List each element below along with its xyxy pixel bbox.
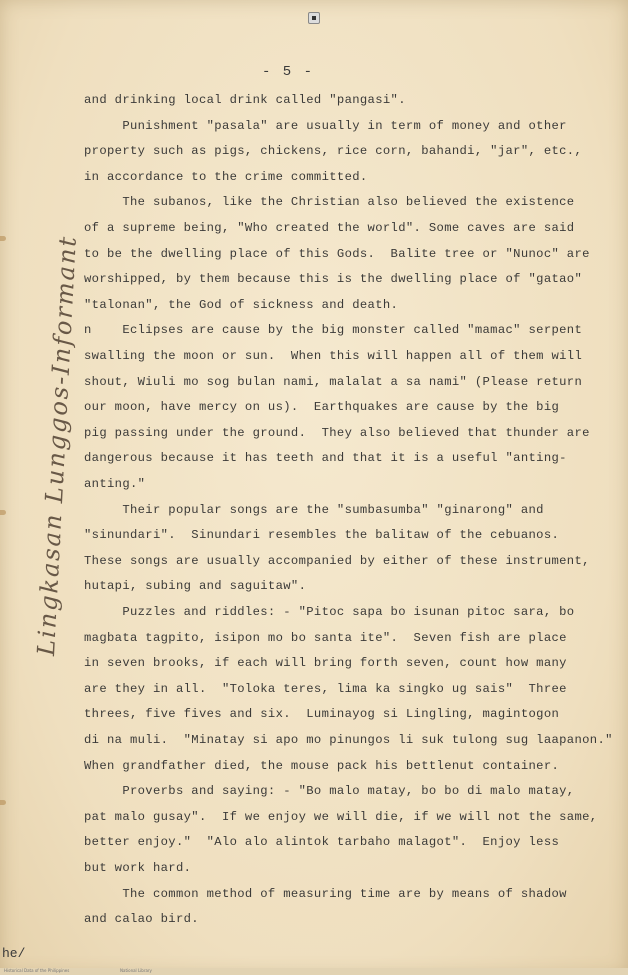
text-line: worshipped, by them because this is the dwelling place of "gatao"	[84, 272, 583, 287]
text-line: "talonan", the God of sickness and death.	[84, 297, 399, 312]
text-line: of a supreme being, "Who created the world". Some caves are said	[84, 221, 575, 235]
text-line: The common method of measuring time are by means of shadow	[84, 886, 567, 901]
text-line: dangerous because it has teeth and that it is a useful "anting-	[84, 451, 567, 466]
text-line: When grandfather died, the mouse pack his bettlenut container.	[84, 758, 560, 773]
text-line: but work hard.	[84, 861, 192, 875]
text-line: magbata tagpito, isipon mo bo santa ite". Seven fish are place	[84, 630, 567, 645]
text-line: anting."	[84, 477, 146, 491]
text-line: in seven brooks, if each will bring forth seven, count how many	[84, 656, 567, 671]
text-line: our moon, have mercy on us). Earthquakes are cause by the big	[84, 400, 560, 415]
text-line: Puzzles and riddles: - "Pitoc sapa bo isunan pitoc sara, bo	[84, 605, 575, 619]
text-line: better enjoy." "Alo alo alintok tarbaho malagot". Enjoy less	[84, 835, 560, 850]
page-number: - 5 -	[262, 64, 315, 80]
text-line: to be the dwelling place of this Gods. Balite tree or "Nunoc" are	[84, 246, 590, 261]
text-line: Punishment "pasala" are usually in term of money and other	[84, 118, 567, 133]
binding-hole-icon	[0, 510, 6, 515]
text-line: pig passing under the ground. They also believed that thunder are	[84, 425, 590, 440]
text-line: Proverbs and saying: - "Bo malo matay, bo bo di malo matay,	[84, 784, 575, 799]
text-line: property such as pigs, chickens, rice corn, bahandi, "jar", etc.,	[84, 144, 583, 159]
strip-right-text: National Library	[120, 968, 152, 973]
scan-marker-icon	[308, 12, 320, 24]
text-line: and drinking local drink called "pangasi".	[84, 93, 406, 107]
text-line: swalling the moon or sun. When this will happen all of them will	[84, 349, 583, 363]
text-line: are they in all. "Toloka teres, lima ka singko ug sais" Three	[84, 681, 567, 696]
text-line: n Eclipses are cause by the big monster called "mamac" serpent	[84, 323, 583, 338]
text-line: threes, five fives and six. Luminayog si Lingling, magintogon	[84, 707, 560, 722]
footer-mark: he/	[2, 946, 26, 961]
text-line: "sinundari". Sinundari resembles the balitaw of the cebuanos.	[84, 528, 560, 543]
handwritten-marginal-note: Lingkasan Lunggos-Informant	[32, 234, 83, 657]
text-line: di na muli. "Minatay si apo mo pinungos li suk tulong sug laapanon."	[84, 733, 613, 747]
text-line: hutapi, subing and saguitaw".	[84, 579, 307, 594]
scan-footer-strip	[0, 968, 628, 975]
strip-left-text: Historical Data of the Philippines	[4, 968, 70, 973]
text-line: Their popular songs are the "sumbasumba" "ginarong" and	[84, 502, 544, 517]
text-line: and calao bird.	[84, 912, 199, 927]
binding-hole-icon	[0, 800, 6, 805]
text-line: in accordance to the crime committed.	[84, 169, 368, 184]
text-line: These songs are usually accompanied by either of these instrument,	[84, 553, 590, 568]
text-line: shout, Wiuli mo sog bulan nami, malalat a sa nami" (Please return	[84, 374, 583, 389]
text-line: The subanos, like the Christian also believed the existence	[84, 195, 575, 210]
text-line: pat malo gusay". If we enjoy we will die, if we will not the same,	[84, 809, 598, 824]
binding-hole-icon	[0, 236, 6, 241]
